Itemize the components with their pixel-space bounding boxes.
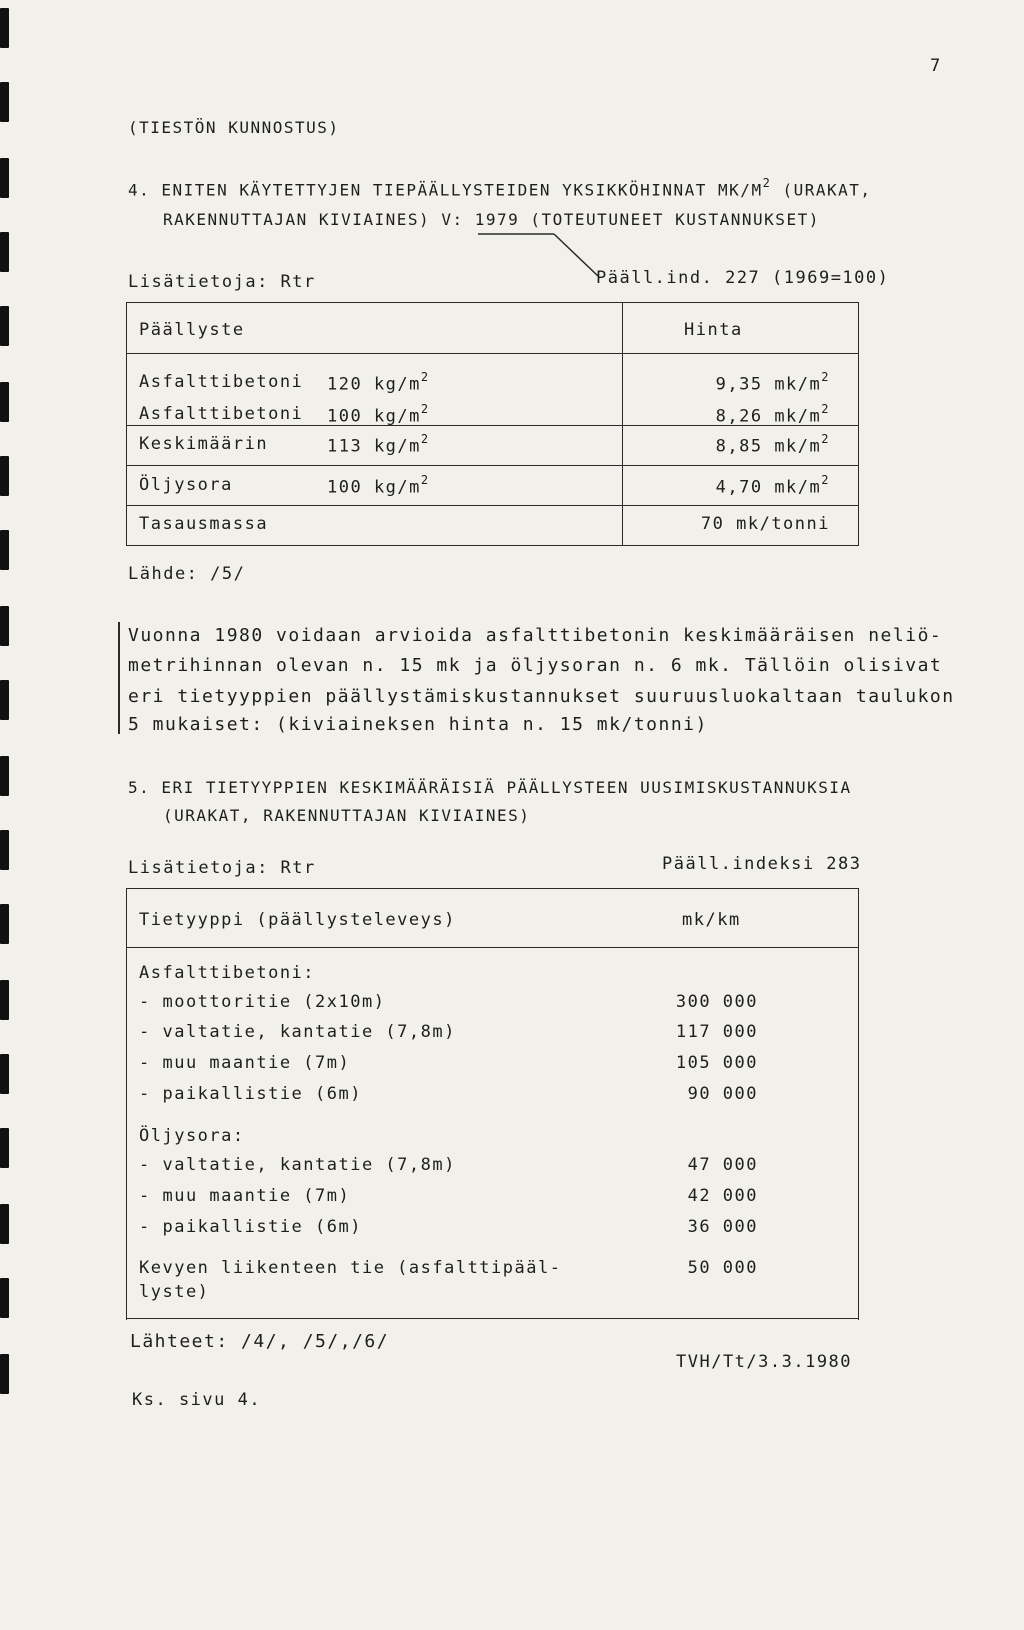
table4-row-amount [327,475,430,498]
see-page-note: Ks. sivu 4. [132,1390,262,1410]
paragraph-line: eri tietyyppien päällystämiskustannukset suuruusluokaltaan taulukon [128,686,955,707]
paragraph-line: Vuonna 1980 voidaan arvioida asfalttibetonin keskimääräisen neliö- [128,625,943,646]
binder-mark [0,382,9,422]
heading-sup: 2 [762,176,772,190]
table4-row-name: Asfalttibetoni [139,372,304,392]
price-text: 8,85 mk/m [715,436,822,457]
table5-row-label: - moottoritie (2x10m) [139,992,386,1012]
heading-text-tail: (URAKAT, [771,180,872,200]
binder-mark [0,82,9,122]
binder-mark [0,1054,9,1094]
table5-bottom-border [126,1318,859,1319]
table4-header-paallyste: Päällyste [139,320,245,340]
table4-row-divider [126,465,859,466]
table5-row-value: 47 000 [687,1155,758,1175]
table5-index-note: Pääll.indeksi 283 [662,854,862,874]
table4-lisatietoja: Lisätietoja: Rtr [128,272,316,292]
table5-kevyt-value: 50 000 [687,1258,758,1278]
table5-lisatietoja: Lisätietoja: Rtr [128,858,316,878]
section-header: (TIESTÖN KUNNOSTUS) [128,118,340,137]
amount-text: 100 kg/m [327,406,421,427]
binder-mark [0,904,9,944]
binder-mark [0,530,9,570]
table4-heading-line1 [128,178,872,199]
table4-row-price [640,514,830,534]
table4-row-divider [126,505,859,506]
amount-sup: 2 [420,370,430,384]
table4-row-amount [327,434,430,457]
table4-header-hinta: Hinta [684,320,743,340]
page-number: 7 [930,56,942,76]
table5-row-label: - muu maantie (7m) [139,1053,351,1073]
table5-row-label: - paikallistie (6m) [139,1217,362,1237]
table4-column-divider [622,302,623,546]
table5-row-label: - valtatie, kantatie (7,8m) [139,1155,456,1175]
table5-row-value: 300 000 [675,992,758,1012]
table5-group-title: Öljysora: [139,1126,245,1146]
price-sup: 2 [821,402,830,416]
binder-mark [0,830,9,870]
table5-row-label: - muu maantie (7m) [139,1186,351,1206]
table5-header-tietyyppi: Tietyyppi (päällysteleveys) [139,910,456,930]
price-text: 9,35 mk/m [715,374,822,395]
table5-kevyt-line2: lyste) [139,1282,210,1302]
table4-row-price [640,434,830,457]
table5-group-title: Asfalttibetoni: [139,963,316,983]
amount-text: 120 kg/m [327,374,421,395]
table4-row-price [640,475,830,498]
table5-heading-line2: (URAKAT, RAKENNUTTAJAN KIVIAINES) [163,806,531,825]
table4-row-name: Keskimäärin [139,434,269,454]
table4-row-amount [327,372,430,395]
table4-row-name: Öljysora [139,475,233,495]
amount-sup: 2 [420,432,430,446]
table5-kevyt-line1: Kevyen liikenteen tie (asfalttipääl- [139,1258,562,1278]
price-sup: 2 [821,370,830,384]
table5-heading-line1: 5. ERI TIETYYPPIEN KESKIMÄÄRÄISIÄ PÄÄLLYSTEEN UUSIMISKUSTANNUKSIA [128,778,852,797]
index-pointer-stroke [478,228,608,288]
binder-mark [0,232,9,272]
table5-row-label: - paikallistie (6m) [139,1084,362,1104]
table5-header-mkkm: mk/km [682,910,741,930]
table4-heading-line2: RAKENNUTTAJAN KIVIAINES) V: 1979 (TOTEUTUNEET KUSTANNUKSET) [163,210,820,229]
binder-mark [0,680,9,720]
binder-mark [0,456,9,496]
binder-mark [0,306,9,346]
binder-mark [0,8,9,48]
document-reference: TVH/Tt/3.3.1980 [676,1352,853,1372]
binder-mark [0,1278,9,1318]
amount-sup: 2 [420,402,430,416]
table5-header-divider [126,947,859,948]
paragraph-line: metrihinnan olevan n. 15 mk ja öljysoran n. 6 mk. Tällöin olisivat [128,655,943,676]
binder-mark [0,1204,9,1244]
price-text: 4,70 mk/m [715,477,822,498]
table5-row-label: - valtatie, kantatie (7,8m) [139,1022,456,1042]
paragraph-line: 5 mukaiset: (kiviaineksen hinta n. 15 mk/tonni) [128,714,708,735]
price-sup: 2 [821,432,830,446]
table5-row-value: 105 000 [675,1053,758,1073]
price-text: 70 mk/tonni [700,514,830,534]
price-sup: 2 [821,473,830,487]
amount-sup: 2 [420,473,430,487]
table4-row-price [640,404,830,427]
table4-row-name: Asfalttibetoni [139,404,304,424]
binder-mark [0,980,9,1020]
table4-index-note: Pääll.ind. 227 (1969=100) [596,268,890,288]
paragraph-bracket [118,622,120,734]
sources-line: Lähteet: /4/, /5/,/6/ [130,1331,390,1352]
table4-row-name: Tasausmassa [139,514,269,534]
table4-row-price [640,372,830,395]
table5-row-value: 90 000 [687,1084,758,1104]
table4-source: Lähde: /5/ [128,564,246,584]
table4-row-divider [126,353,859,354]
table5-row-value: 36 000 [687,1217,758,1237]
binder-mark [0,606,9,646]
heading-text: 4. ENITEN KÄYTETTYJEN TIEPÄÄLLYSTEIDEN YKSIKKÖHINNAT MK/M [128,180,763,200]
price-text: 8,26 mk/m [715,406,822,427]
binder-mark [0,756,9,796]
table5-row-value: 42 000 [687,1186,758,1206]
table5-row-value: 117 000 [675,1022,758,1042]
binder-mark [0,1354,9,1394]
table4-row-amount [327,404,430,427]
amount-text: 113 kg/m [327,436,421,457]
binder-mark [0,158,9,198]
amount-text: 100 kg/m [327,477,421,498]
binder-mark [0,1128,9,1168]
